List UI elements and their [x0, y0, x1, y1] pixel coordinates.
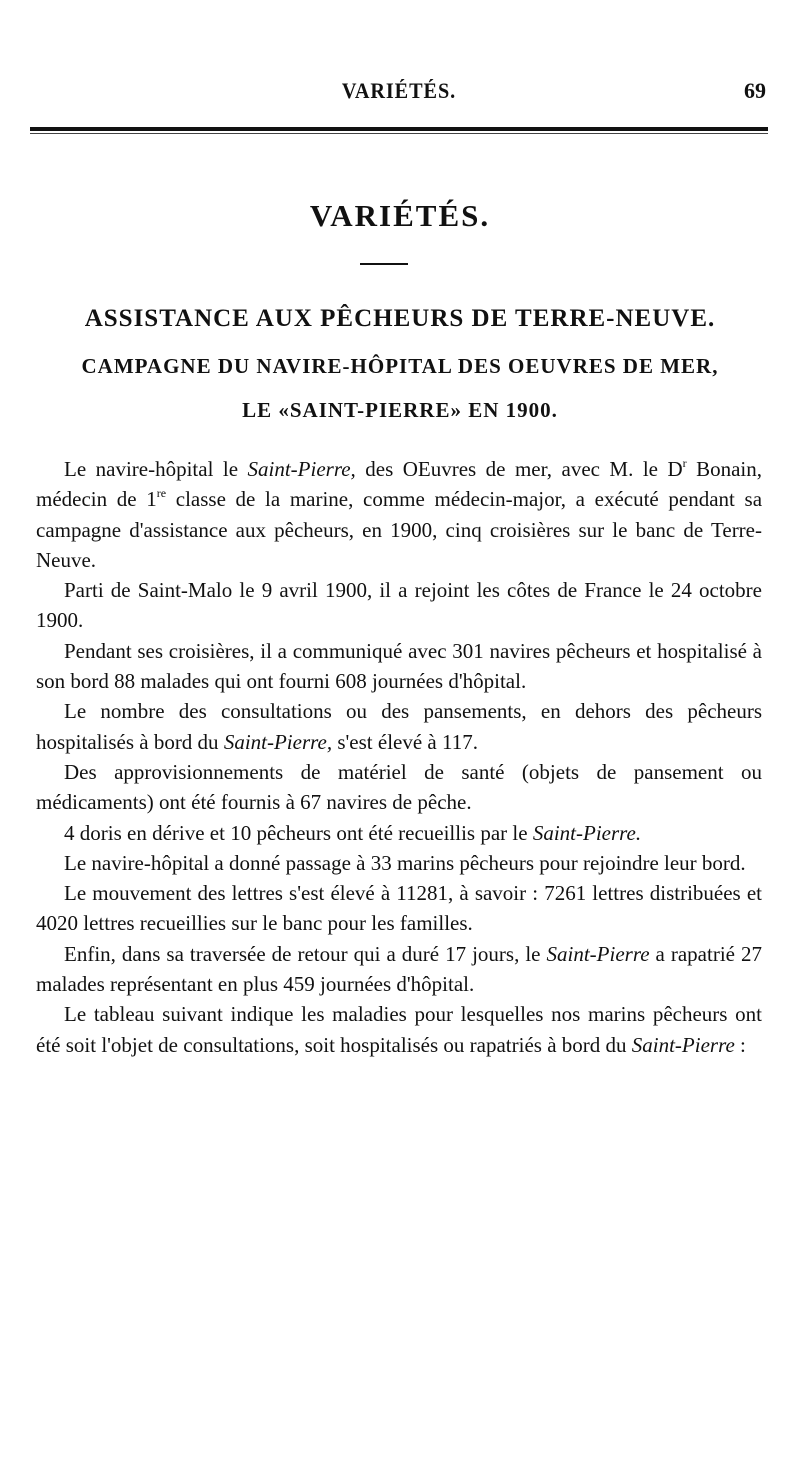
paragraph-1-text-b: des OEuvres de mer, avec M. le D: [355, 457, 683, 481]
paragraph-9-text-a: Enfin, dans sa traversée de retour qui a duré 17 jours, le: [64, 941, 547, 966]
paragraph-6-text-a: 4 doris en dérive et 10 pêcheurs ont été recueillis par le: [64, 820, 533, 845]
paragraph-9-text-b: a rapatrié 27 malades représentant en plus 459 journées d'hôpital.: [36, 941, 762, 997]
title-rule: [360, 263, 408, 265]
article-heading: ASSISTANCE AUX PÊCHEURS DE TERRE-NEUVE.: [84, 305, 716, 332]
ship-name: Saint-Pierre,: [223, 729, 333, 754]
article-subheading: CAMPAGNE DU NAVIRE-HÔPITAL DES OEUVRES DE MER,: [81, 354, 719, 378]
section-title: VARIÉTÉS.: [309, 198, 491, 233]
paragraph-1: [36, 454, 762, 575]
paragraph-1-text-c: Bonain, médecin de 1: [36, 457, 763, 512]
paragraph-10-text-b: :: [734, 1032, 746, 1057]
running-header: [30, 78, 768, 108]
paragraph-7: Le navire-hôpital a donné passage à 33 marins pêcheurs pour rejoindre leur bord.: [64, 850, 746, 875]
running-title: VARIÉTÉS.: [341, 78, 457, 103]
paragraph-4: [36, 696, 762, 757]
header-rule-thin: [30, 133, 768, 134]
page-number: 69: [744, 78, 766, 103]
ship-name: Saint-Pierre: [546, 941, 650, 966]
header-rule: [30, 127, 768, 131]
paragraph-10-text-a: Le tableau suivant indique les maladies pour lesquelles nos marins pêcheurs ont été soit l'objet de consultations, soit hospitalisés ou rapatriés à bord du: [36, 1002, 762, 1057]
article-subheading-2: LE «SAINT-PIERRE» EN 1900.: [242, 398, 558, 422]
paragraph-10: [36, 999, 762, 1060]
paragraph-3: Pendant ses croisières, il a communiqué avec 301 navires pêcheurs et hospitalisé à son bord 88 malades qui ont fourni 608 journées d'hôpital.: [36, 638, 762, 694]
paragraph-4-text-b: s'est élevé à 117.: [332, 729, 478, 754]
superscript-re: re: [156, 486, 167, 501]
ship-name: Saint-Pierre,: [247, 457, 356, 481]
article-body: [36, 454, 762, 1060]
paragraph-2: Parti de Saint-Malo le 9 avril 1900, il a rejoint les côtes de France le 24 octobre 1900.: [36, 578, 762, 633]
ship-name: Saint-Pierre.: [532, 820, 642, 845]
ship-name: Saint-Pierre: [631, 1032, 735, 1057]
paragraph-5: Des approvisionnements de matériel de santé (objets de pansement ou médicaments) ont été fournis à 67 navires de pêche.: [36, 759, 762, 815]
paragraph-4-text-a: Le nombre des consultations ou des pansements, en dehors des pêcheurs hospitalisés à bord du: [36, 699, 762, 754]
paragraph-1-text-a: Le navire-hôpital le: [64, 457, 248, 481]
paragraph-1-text-d: classe de la marine, comme médecin-major, a exécuté pendant sa campagne d'assistance aux pêcheurs, en 1900, cinq croisières sur le banc de Terre-Neuve.: [36, 487, 763, 572]
paragraph-9: [36, 939, 762, 1000]
paragraph-8: Le mouvement des lettres s'est élevé à 11281, à savoir : 7261 lettres distribuées et 4020 lettres recueillies sur le banc pour les familles.: [36, 881, 762, 936]
paragraph-6: [36, 818, 762, 848]
superscript-r: r: [682, 456, 687, 470]
